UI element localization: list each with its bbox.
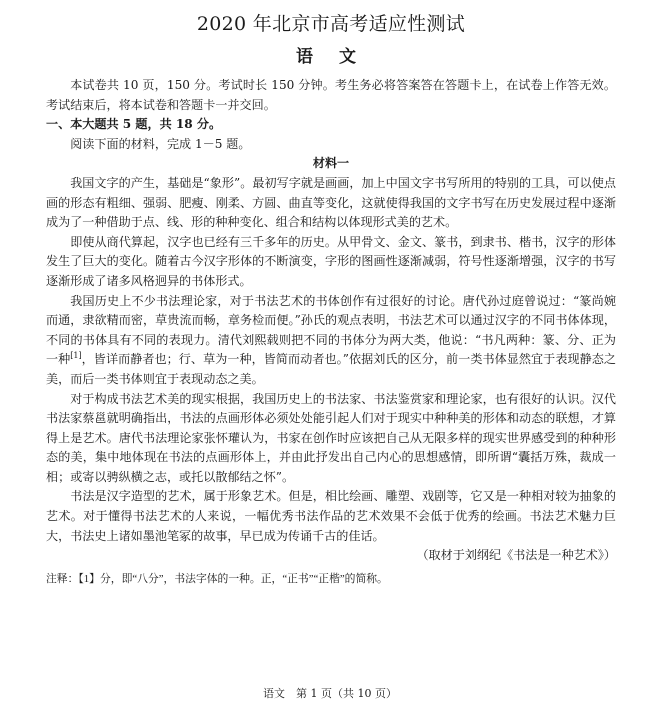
subject-title: 语 文	[296, 47, 366, 67]
section-heading: 一、本大题共 5 题，共 18 分。	[46, 117, 222, 132]
material-paragraph-4: 对于构成书法艺术美的现实根据，我国历史上的书法家、书法鉴赏家和理论家，也有很好的认识。汉代书法家蔡邕就明确指出，书法的点画形体必须处处能引起人们对于现实中种种美的形体和动态的联想，才算得上是艺术。唐代书法理论家张怀瓘认为，书家在创作时应该把自己从无限多样的现实世界感受到的种种形态的美，集中地体现在书法的点画形体上，并由此抒发出自己内心的思想感情，即所谓“囊括万殊，裁成一相；或寄以骋纵横之志，或托以散郁结之怀”。	[46, 391, 616, 484]
footnote-marker: [1]	[70, 351, 82, 361]
paragraph-3-text-a: 我国历史上不少书法理论家，对于书法艺术的书体创作有过很好的讨论。唐代孙过庭曾说过：“篆尚婉而通，隶欲精而密，草贵流而畅，章务检而便。”孙氏的观点表明，书法艺术可以通过汉字的不同书体体现，不同的书体具有不同的表现力。清代刘熙载则把不同的书体分为两大类，他说：“书凡两种：篆、分、正为一种	[46, 293, 616, 367]
material-paragraph-5: 书法是汉字造型的艺术，属于形象艺术。但是，相比绘画、雕塑、戏剧等，它又是一种相对较为抽象的艺术。对于懂得书法艺术的人来说，一幅优秀书法作品的艺术效果不会低于优秀的绘画。书法艺术魅力巨大，书法史上诸如墨池笔冢的故事，早已成为传诵千古的佳话。	[46, 489, 616, 543]
exam-title: 2020 年北京市高考适应性测试	[196, 13, 466, 35]
material-title: 材料一	[312, 156, 350, 171]
material-source: （取材于刘纲纪《书法是一种艺术》）	[416, 548, 616, 563]
exam-instructions: 本试卷共 10 页，150 分。考试时长 150 分钟。考生务必将答案答在答题卡上，在试卷上作答无效。考试结束后，将本试卷和答题卡一并交回。	[46, 78, 616, 112]
material-paragraph-3	[46, 292, 616, 390]
paragraph-3-text-b: ，皆详而静者也；行、草为一种，皆简而动者也。”依据刘氏的区分，前一类书体显然宜于表现静态之美，而后一类书体则宜于表现动态之美。	[46, 352, 616, 386]
material-paragraph-1: 我国文字的产生，基础是“象形”。最初写字就是画画，加上中国文字书写所用的特别的工具，可以使点画的形态有粗细、强弱、肥瘦、刚柔、方圆、曲直等变化，这就使得我国的文字书写在历史发展过程中逐渐成为了一种借助于点、线、形的种种变化、组合和结构以体现形式美的艺术。	[46, 175, 616, 230]
material-paragraph-2: 即使从商代算起，汉字也已经有三千多年的历史。从甲骨文、金文、篆书，到隶书、楷书，汉字的形体发生了巨大的变化。随着古今汉字形体的不断演变，字形的图画性逐渐减弱，符号性逐渐增强，汉字的书写逐渐形成了诸多风格迥异的书体形式。	[46, 234, 616, 288]
section-prompt: 阅读下面的材料，完成 1－5 题。	[70, 136, 251, 151]
footnote: 注释：【1】分，即“八分”，书法字体的一种。正，“正书”“正楷”的简称。	[46, 572, 388, 585]
page-footer: 语文 第 1 页（共 10 页）	[263, 687, 397, 700]
